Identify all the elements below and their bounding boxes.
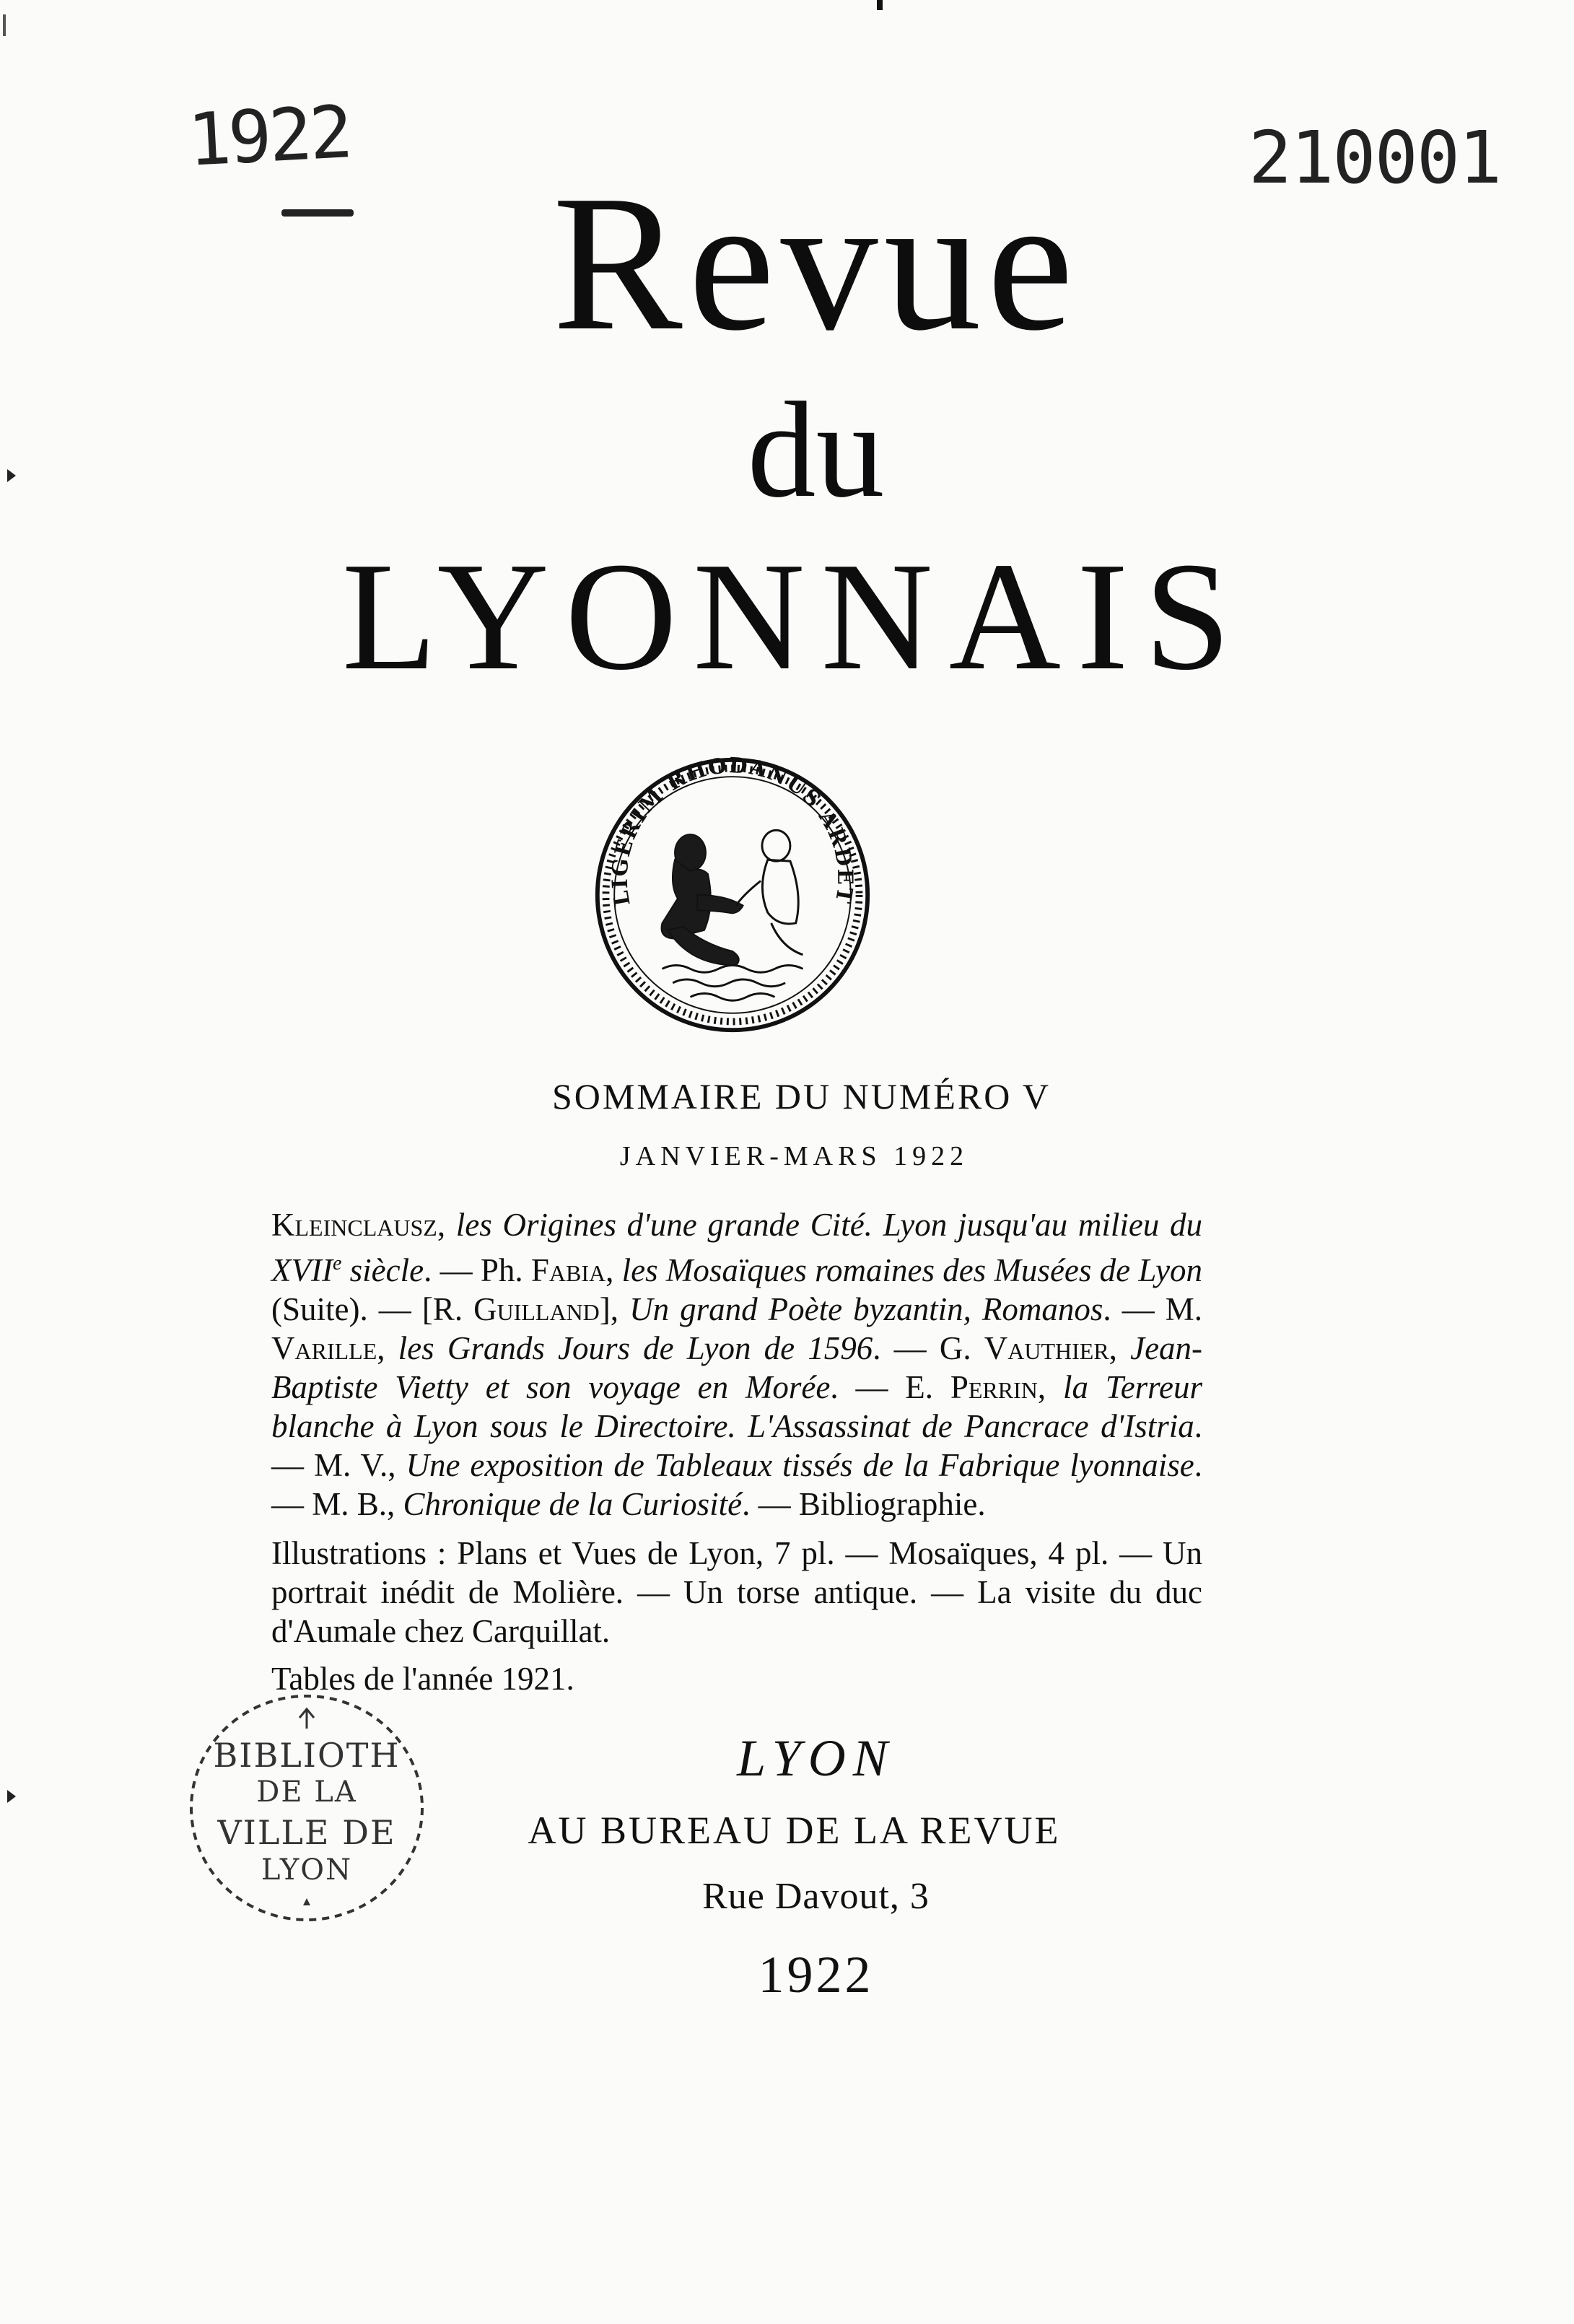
author-prefix: [R.: [421, 1291, 474, 1327]
article-title: les Origines d'une grande Cité. Lyon jusqu'au milieu du XVII: [271, 1207, 1203, 1288]
separator: ,: [387, 1486, 403, 1522]
stamp-line: VILLE DE: [217, 1813, 396, 1852]
publisher-bureau: AU BUREAU DE LA REVUE: [528, 1809, 1061, 1852]
separator: ,: [437, 1207, 456, 1243]
author-prefix: G.: [939, 1330, 984, 1366]
separator: ,: [377, 1330, 398, 1366]
publisher-street: Rue Davout, 3: [702, 1876, 930, 1917]
separator: . —: [830, 1369, 906, 1405]
separator: . —: [271, 1447, 1203, 1522]
article-title: Une exposition de Tableaux tissés de la Fabrique lyonnaise: [406, 1447, 1194, 1483]
separator: . —: [1103, 1291, 1166, 1327]
author-prefix: M. B.: [312, 1486, 388, 1522]
summary-paragraph: [271, 1205, 1202, 1524]
scan-edge-mark: [7, 1790, 16, 1803]
separator: ],: [599, 1291, 630, 1327]
sommaire-contents: [271, 1205, 1202, 1698]
handwritten-catalog-number: 210001: [1249, 115, 1501, 200]
sommaire-heading: SOMMAIRE DU NUMÉRO V: [551, 1076, 1051, 1117]
title-revue: Revue: [552, 155, 1080, 371]
publication-year: 1922: [758, 1946, 874, 2004]
separator: . —: [271, 1408, 1202, 1483]
seal-motto-left: LIGERIM: [607, 782, 669, 908]
separator: . —: [424, 1252, 481, 1288]
seal-motto-right: ARDET: [813, 805, 858, 907]
stamp-line: DE LA: [256, 1775, 357, 1809]
article-title: Un grand Poète byzantin, Romanos: [629, 1291, 1103, 1327]
stamp-line: BIBLIOTH: [213, 1736, 401, 1775]
author-prefix: E.: [905, 1369, 950, 1405]
author-prefix: Ph.: [480, 1252, 531, 1288]
sommaire-date: JANVIER-MARS 1922: [619, 1141, 969, 1171]
article-author: Fabia: [530, 1252, 606, 1288]
article-title: la Terreur blanche à Lyon sous le Directoire. L'Assassinat de Pancrace d'Istria: [271, 1369, 1203, 1444]
separator: . —: [873, 1330, 940, 1366]
stamp-line: LYON: [261, 1853, 353, 1887]
article-title: Chronique de la Curiosité: [403, 1486, 743, 1522]
article-title-end: siècle: [341, 1252, 424, 1288]
article-author: Kleinclausz: [271, 1207, 437, 1243]
article-title: les Mosaïques romaines des Musées de Lyon: [621, 1252, 1203, 1288]
handwritten-year: 1922: [185, 89, 352, 183]
separator: ,: [605, 1252, 622, 1288]
article-title: Jean-Baptiste Vietty et son voyage en Morée: [271, 1330, 1203, 1405]
tables-paragraph: Tables de l'année 1921.: [271, 1661, 574, 1697]
article-author: Perrin: [950, 1369, 1038, 1405]
separator: ,: [388, 1447, 406, 1483]
svg-text:LIGERIM RHODANUS: [607, 754, 857, 908]
scan-edge-mark: [3, 14, 6, 36]
title-lyonnais: LYONNAIS: [341, 530, 1247, 702]
separator: . — Bibliographie.: [742, 1486, 986, 1522]
medallion-seal-icon: [592, 754, 873, 1036]
article-author: Vauthier: [984, 1330, 1109, 1366]
separator: ,: [1037, 1369, 1063, 1405]
article-author: Varille: [271, 1330, 377, 1366]
title-du: du: [747, 375, 885, 526]
author-prefix: M. V.: [313, 1447, 388, 1483]
scan-edge-mark: [7, 469, 16, 482]
seal-motto-top: RHODANUS: [663, 754, 827, 813]
article-author: Guilland: [473, 1291, 600, 1327]
author-prefix: M.: [1165, 1291, 1203, 1327]
publisher-city: LYON: [737, 1729, 895, 1787]
separator: (Suite). —: [271, 1291, 422, 1327]
separator: ,: [1109, 1330, 1131, 1366]
scan-edge-mark: [877, 0, 883, 10]
superscript: e: [332, 1252, 342, 1275]
illustrations-paragraph: Illustrations : Plans et Vues de Lyon, 7 pl. — Mosaïques, 4 pl. — Un portrait inédit de Molière. — Un torse antique. — La visite du duc d'Aumale chez Carquillat.: [271, 1535, 1202, 1649]
article-title: les Grands Jours de Lyon de 1596: [398, 1330, 873, 1366]
